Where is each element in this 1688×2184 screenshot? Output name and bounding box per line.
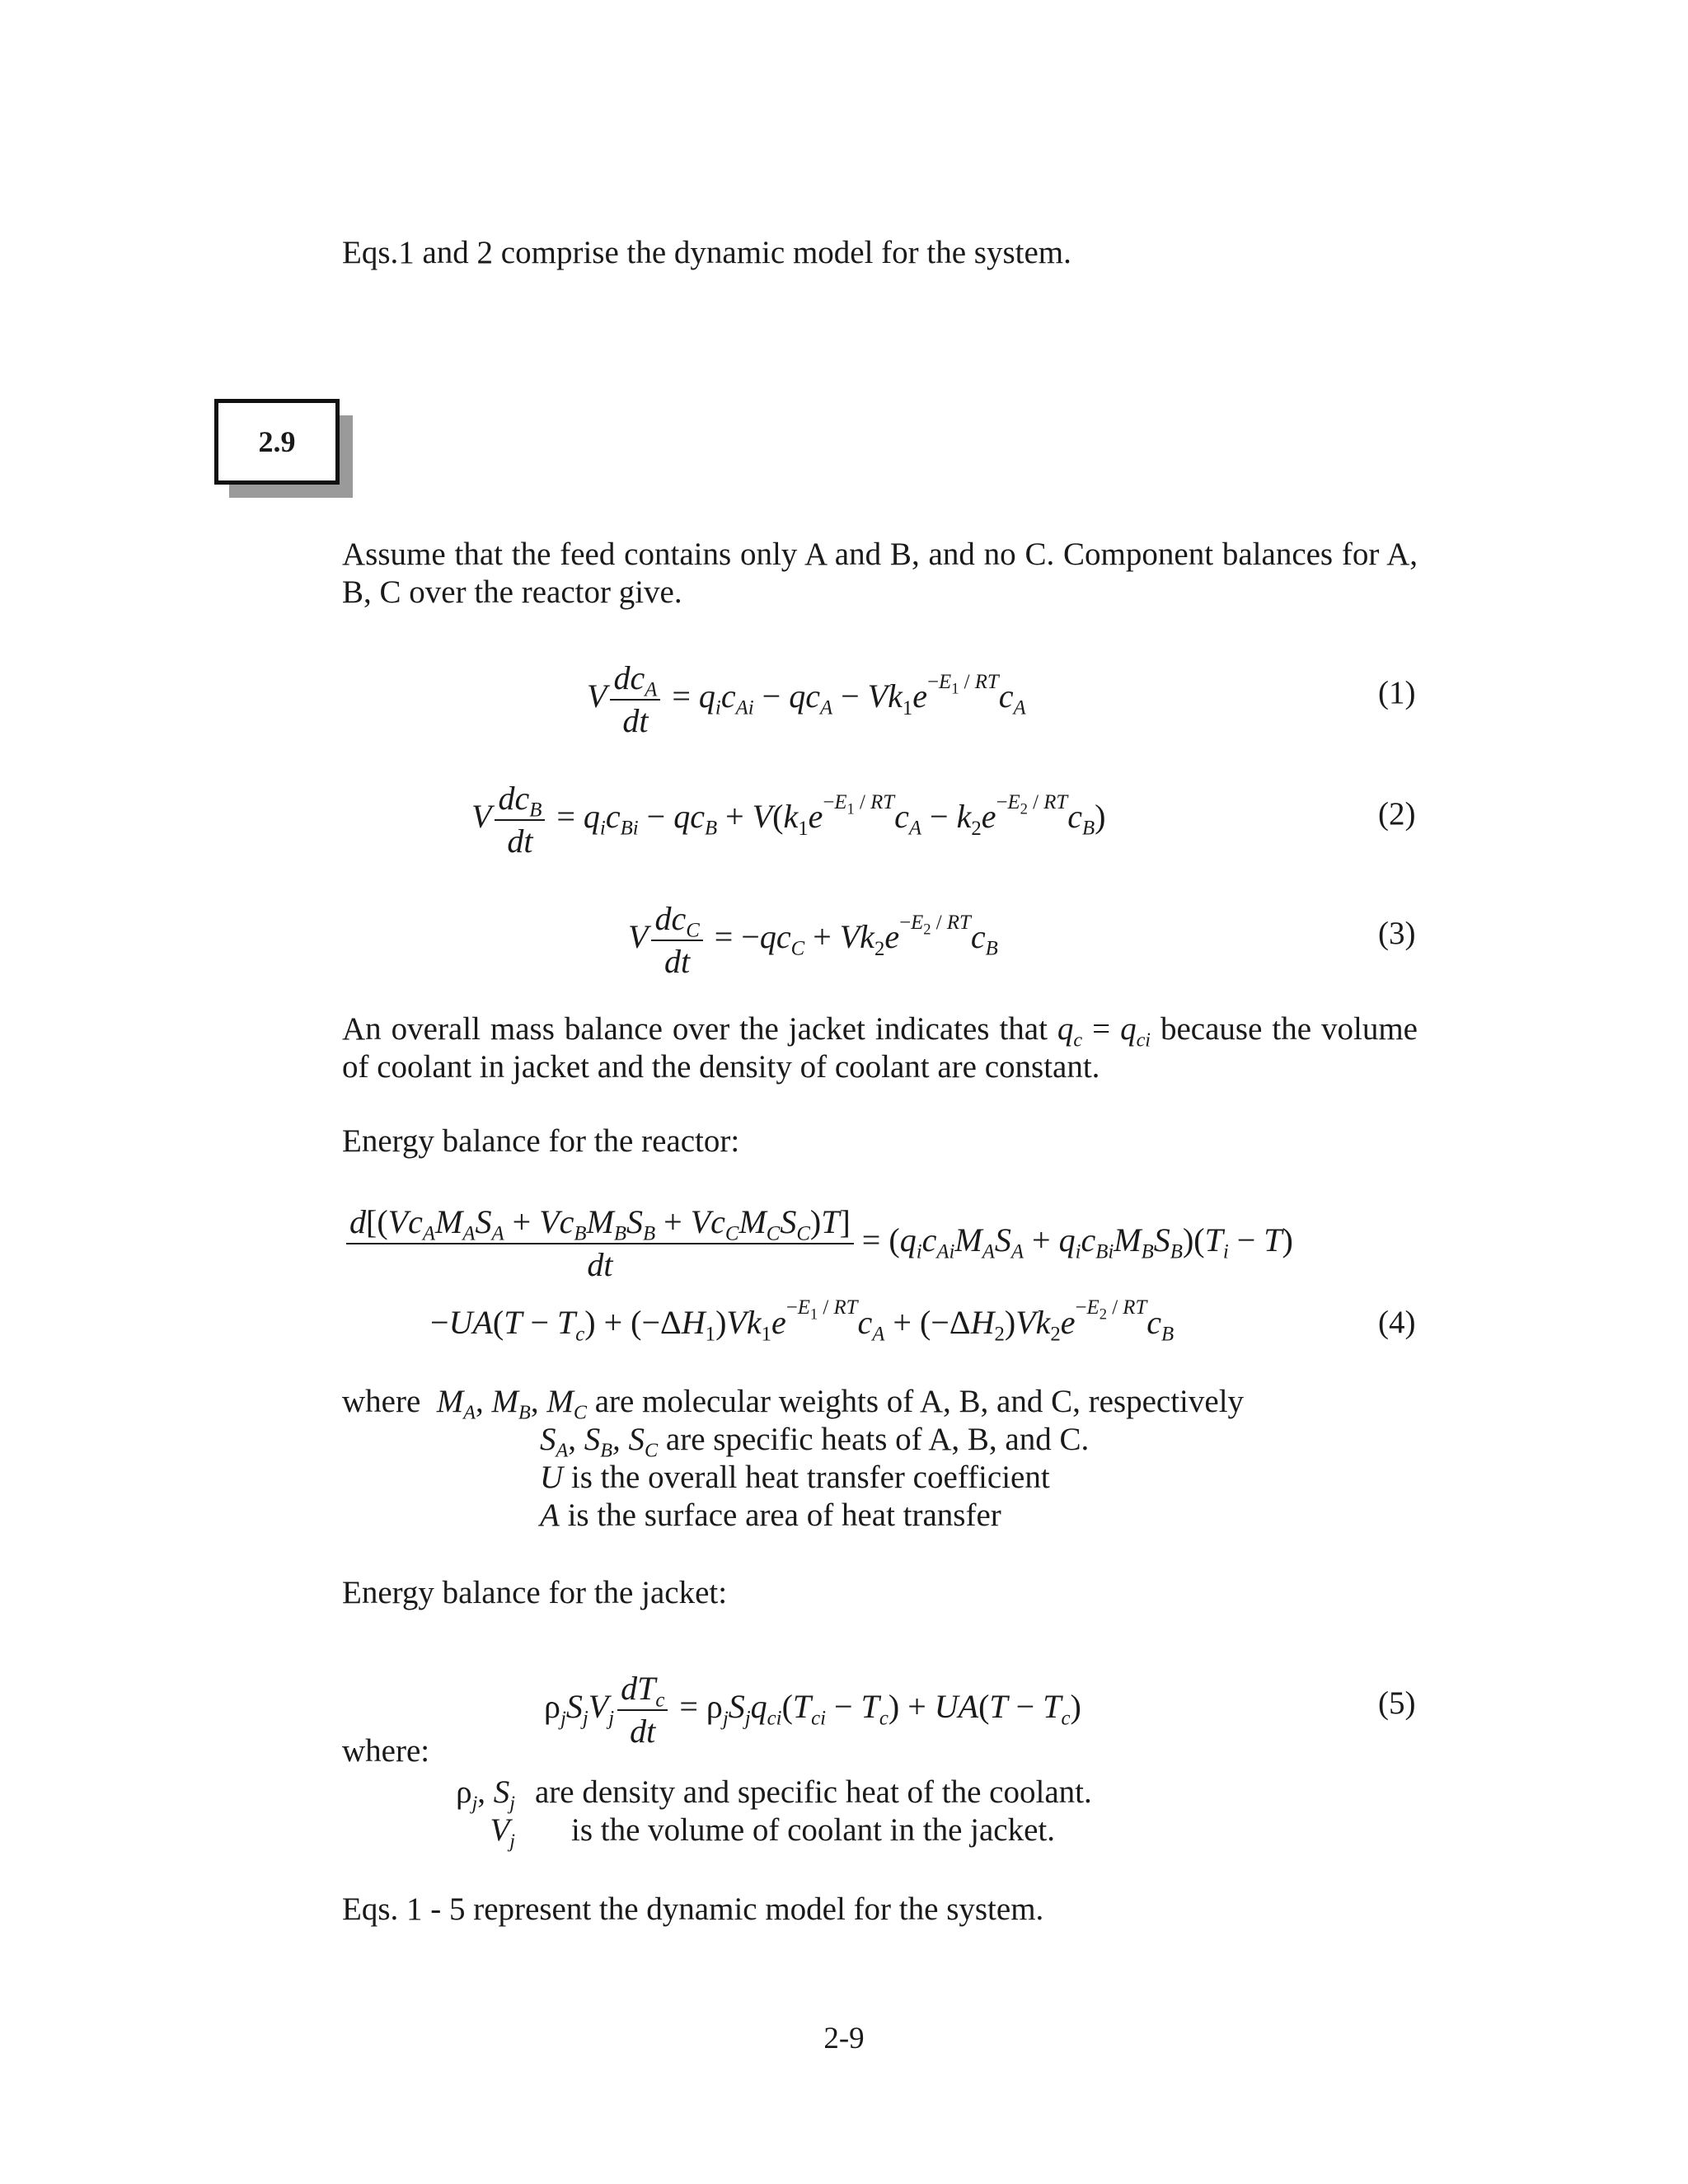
equation-2: V $\frac{dc_B}{dt}$ = $q_ic_{Bi} - qc_B + V(k_1e^{-E_1 / RT}c_A - k_2e^{-E_2 / RT}c_B)$ xyxy=(471,780,1106,860)
where-label-2: where: xyxy=(342,1733,430,1769)
equation-1: V $\frac{dc_A}{dt}$ = $q_ic_{Ai} - qc_A - Vk_1e^{-E_1 / RT}c_A$ xyxy=(587,659,1026,739)
where-line-3: U is the overall heat transfer coefficient xyxy=(540,1460,1050,1495)
equation-4-line-1: $\frac{d[(Vc_AM_AS_A + Vc_BM_BS_B + Vc_CM_CS_C)T]}{dt}$ = $(q_ic_{Ai}M_AS_A + q_ic_{Bi}M_BS_B)(T_i - T)$ xyxy=(346,1203,1293,1284)
energy-jacket-heading: Energy balance for the jacket: xyxy=(342,1575,728,1610)
page-number: 2-9 xyxy=(823,2022,865,2055)
equation-number-3: (3) xyxy=(1378,916,1416,951)
where-line-4: A is the surface area of heat transfer xyxy=(540,1497,1001,1533)
equation-number-2: (2) xyxy=(1378,796,1416,832)
definition-density: $\rho_j$, $S_j$ are density and specific heat of the coolant. xyxy=(456,1774,1092,1815)
where-line-1: where $M_A$, $M_B$, $M_C$ are molecular weights of A, B, and C, respectively xyxy=(342,1384,1245,1424)
definition-volume: $V_j$ is the volume of coolant in the jacket. xyxy=(490,1812,1055,1853)
equation-number-5: (5) xyxy=(1378,1685,1416,1721)
section-number: 2.9 xyxy=(258,425,296,458)
equation-5: $\rho_jS_jV_j$ $\frac{dT_c}{dt}$ = $\rho_jS_jq_{ci}(T_{ci} - T_c) + UA(T - T_c)$ xyxy=(544,1670,1081,1750)
equation-4-line-2: $-UA(T - T_c) + (-\Delta H_1)Vk_1e^{-E_1 / RT}c_A + (-\Delta H_2)Vk_2e^{-E_2 / RT}c_B$ xyxy=(430,1296,1175,1346)
equation-3: V $\frac{dc_C}{dt}$ = $-qc_C + Vk_2e^{-E_2 / RT}c_B$ xyxy=(628,900,998,980)
assumption-paragraph: Assume that the feed contains only A and B, and no C. Component balances for A, B, C over the reactor give. xyxy=(342,537,1418,610)
mass-balance-paragraph: An overall mass balance over the jacket indicates that $q_c = q_{ci}$ because the volume of coolant in jacket and the density of coolant are constant. xyxy=(342,1011,1418,1085)
section-number-box xyxy=(214,399,340,485)
equation-number-4: (4) xyxy=(1378,1305,1416,1340)
energy-reactor-heading: Energy balance for the reactor: xyxy=(342,1123,740,1159)
closing-line: Eqs. 1 - 5 represent the dynamic model for the system. xyxy=(342,1891,1044,1927)
intro-line: Eqs.1 and 2 comprise the dynamic model for the system. xyxy=(342,235,1071,270)
equation-number-1: (1) xyxy=(1378,675,1416,710)
where-line-2: $S_A$, $S_B$, $S_C$ are specific heats of A, B, and C. xyxy=(540,1422,1090,1462)
